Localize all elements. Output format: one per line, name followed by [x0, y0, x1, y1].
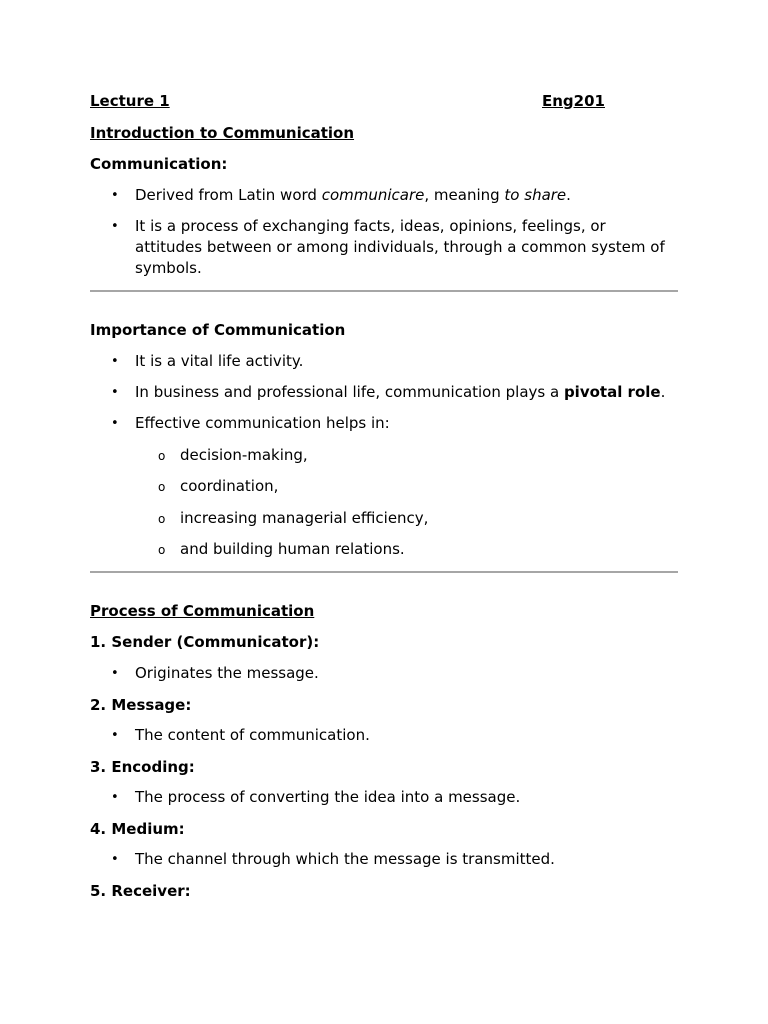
circle-bullet-icon: o	[158, 512, 166, 526]
list-item: • The content of communication.	[111, 726, 370, 744]
list-item: • Derived from Latin word communicare, meaning to share.	[111, 186, 571, 204]
importance-bullet-list-2	[90, 382, 678, 403]
circle-bullet-icon: o	[158, 480, 166, 494]
sub-list	[90, 477, 678, 495]
intro-bullet-list	[90, 185, 678, 206]
bullet-icon: •	[111, 188, 119, 203]
circle-bullet-icon: o	[158, 543, 166, 557]
section-divider	[90, 571, 678, 573]
step-message: 2. Message:	[90, 696, 192, 714]
lecture-header	[90, 92, 678, 110]
sub-list-item: o decision-making,	[158, 446, 308, 464]
list-item: • Originates the message.	[111, 664, 319, 682]
process-heading: Process of Communication	[90, 602, 315, 620]
bullet-icon: •	[111, 728, 119, 743]
sub-list-item: o increasing managerial efficiency,	[158, 509, 429, 527]
intro-title: Introduction to Communication	[90, 124, 355, 142]
sub-list	[90, 509, 678, 527]
step-encoding: 3. Encoding:	[90, 758, 195, 776]
step-bullet-list	[90, 663, 678, 684]
lecture-number: Lecture 1	[90, 92, 170, 110]
bullet-icon: •	[111, 354, 119, 369]
bullet-icon: •	[111, 416, 119, 431]
list-item: • It is a process of exchanging facts, ideas, opinions, feelings, or attitudes between or among individuals, through a common system of symbols.	[111, 217, 665, 277]
sub-list	[90, 540, 678, 558]
importance-bullet-list	[90, 351, 678, 372]
sub-list-item: o coordination,	[158, 477, 279, 495]
sub-list	[90, 446, 678, 464]
list-item: • The process of converting the idea into a message.	[111, 788, 521, 806]
bullet-icon: •	[111, 852, 119, 867]
communication-heading: Communication:	[90, 155, 228, 173]
course-code: Eng201	[542, 92, 605, 110]
bullet-icon: •	[111, 219, 119, 234]
circle-bullet-icon: o	[158, 449, 166, 463]
step-medium: 4. Medium:	[90, 820, 185, 838]
list-item: • The channel through which the message is transmitted.	[111, 850, 555, 868]
step-bullet-list	[90, 849, 678, 870]
importance-bullet-list-3	[90, 413, 678, 434]
step-bullet-list	[90, 787, 678, 808]
list-item: • Effective communication helps in:	[111, 414, 390, 432]
bullet-icon: •	[111, 385, 119, 400]
sub-list-item: o and building human relations.	[158, 540, 405, 558]
section-divider	[90, 290, 678, 292]
importance-heading: Importance of Communication	[90, 321, 346, 339]
step-receiver: 5. Receiver:	[90, 882, 191, 900]
step-sender: 1. Sender (Communicator):	[90, 633, 320, 651]
list-item: • In business and professional life, communication plays a pivotal role.	[111, 383, 666, 401]
intro-bullet-list-2	[90, 216, 678, 279]
list-item: • It is a vital life activity.	[111, 352, 304, 370]
bullet-icon: •	[111, 666, 119, 681]
bullet-icon: •	[111, 790, 119, 805]
step-bullet-list	[90, 725, 678, 746]
